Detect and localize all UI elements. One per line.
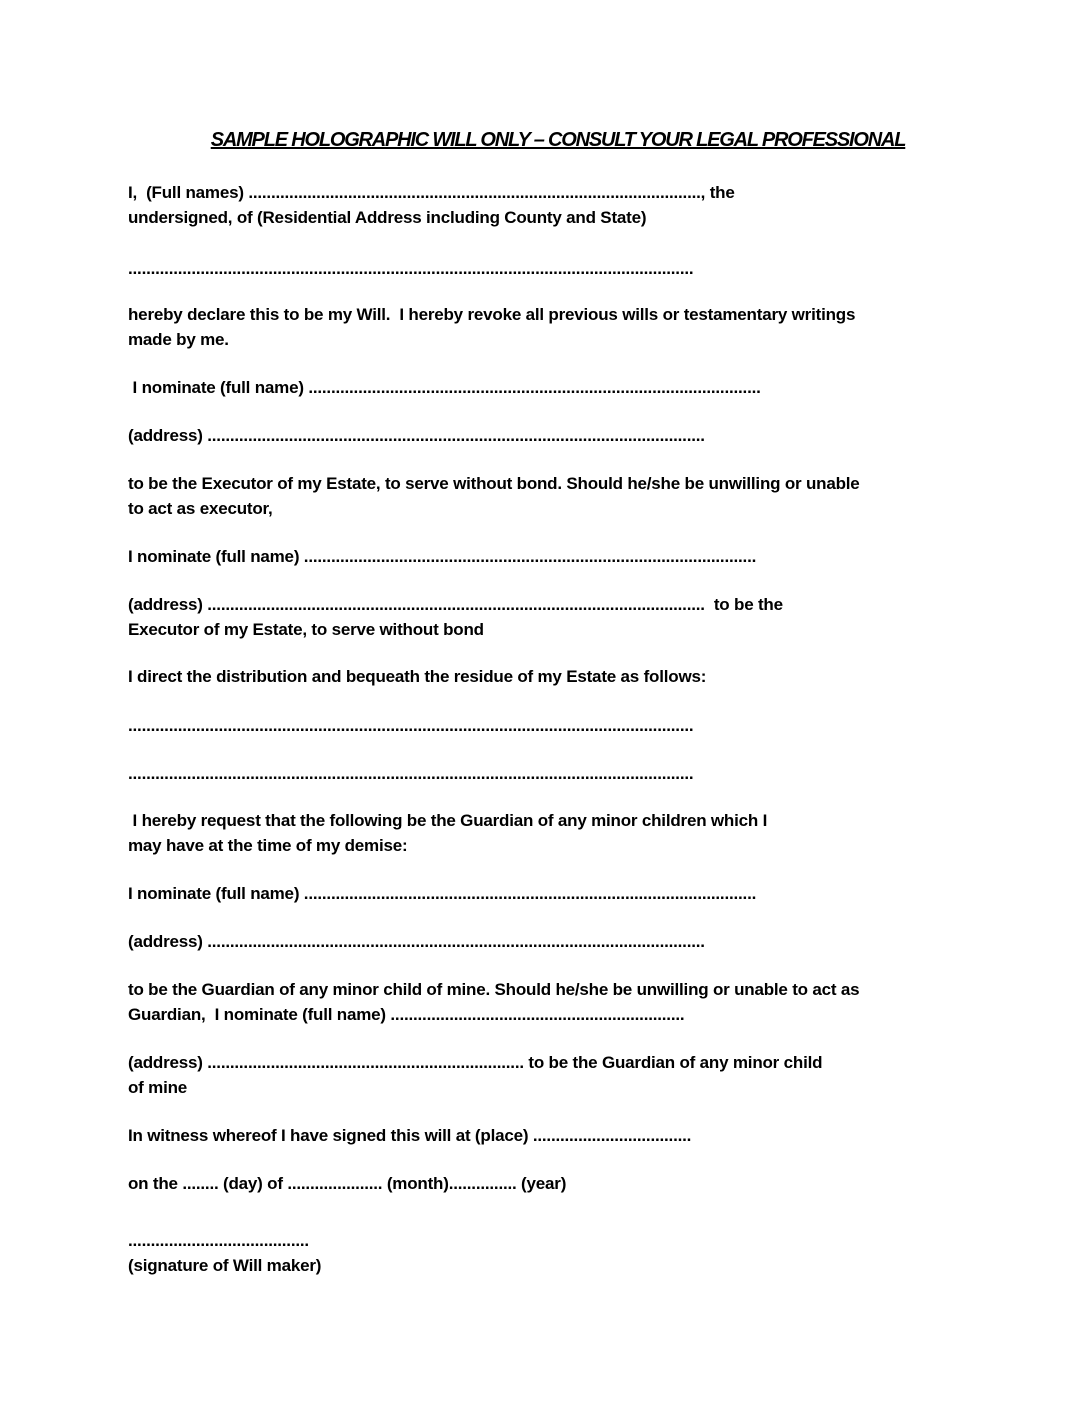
executor-2-nominate-line: I nominate (full name) ....................................................................................................	[128, 547, 757, 566]
executor-1-nominate	[128, 375, 988, 400]
guardian-2-address	[128, 1050, 988, 1100]
document-title: SAMPLE HOLOGRAPHIC WILL ONLY – CONSULT YOUR LEGAL PROFESSIONAL	[210, 129, 906, 151]
intro-line-2: undersigned, of (Residential Address including County and State)	[128, 208, 647, 227]
executor-1-nominate-line: I nominate (full name) ....................................................................................................	[128, 378, 761, 397]
executor-clause-line-1: to be the Executor of my Estate, to serve without bond. Should he/she be unwilling or unable	[128, 474, 860, 493]
executor-clause-line-2: to act as executor,	[128, 499, 273, 518]
guardian-1-nominate-line: I nominate (full name) ....................................................................................................	[128, 884, 757, 903]
guardian-request-line-1: I hereby request that the following be the Guardian of any minor children which I	[128, 811, 768, 830]
guardian-request-paragraph	[128, 808, 988, 858]
distribution-heading-line: I direct the distribution and bequeath the residue of my Estate as follows:	[128, 667, 707, 686]
distribution-heading	[128, 664, 988, 689]
distribution-blank-1	[128, 713, 988, 738]
executor-clause-paragraph	[128, 471, 988, 521]
guardian-1-address	[128, 929, 988, 954]
guardian-1-nominate	[128, 881, 988, 906]
executor-2-nominate	[128, 544, 988, 569]
guardian-clause-line-1: to be the Guardian of any minor child of mine. Should he/she be unwilling or unable to act as	[128, 980, 860, 999]
executor-2-address	[128, 592, 988, 642]
signature-dots-line: ........................................	[128, 1231, 309, 1250]
guardian-clause-line-2: Guardian, I nominate (full name) .................................................................	[128, 1005, 685, 1024]
distribution-blank-line-1: .............................................................................................................................	[128, 716, 694, 735]
intro-line-1: I, (Full names) ...................................................................................................., the	[128, 183, 735, 202]
executor-1-address-line: (address) ..............................................................................................................	[128, 426, 705, 445]
executor-2-address-line-2: Executor of my Estate, to serve without bond	[128, 620, 484, 639]
executor-2-address-line-1: (address) .............................................................................................................. to be the	[128, 595, 783, 614]
date-line: on the ........ (day) of ..................... (month)............... (year)	[128, 1174, 567, 1193]
guardian-request-line-2: may have at the time of my demise:	[128, 836, 408, 855]
address-blank-line: .............................................................................................................................	[128, 259, 694, 278]
guardian-2-address-line-1: (address) ...................................................................... to be the Guardian of any minor child	[128, 1053, 823, 1072]
guardian-2-address-line-2: of mine	[128, 1078, 188, 1097]
guardian-1-address-line: (address) ..............................................................................................................	[128, 932, 705, 951]
declaration-paragraph	[128, 302, 988, 352]
intro-paragraph	[128, 180, 988, 230]
date-paragraph	[128, 1171, 988, 1196]
witness-place-paragraph	[128, 1123, 988, 1148]
signature-block	[128, 1228, 988, 1278]
distribution-blank-2	[128, 761, 988, 786]
witness-place-line: In witness whereof I have signed this will at (place) ...................................	[128, 1126, 692, 1145]
declaration-line-2: made by me.	[128, 330, 229, 349]
signature-label: (signature of Will maker)	[128, 1256, 322, 1275]
distribution-blank-line-2: .............................................................................................................................	[128, 764, 694, 783]
declaration-line-1: hereby declare this to be my Will. I hereby revoke all previous wills or testamentary writings	[128, 305, 856, 324]
guardian-clause-paragraph	[128, 977, 988, 1027]
executor-1-address	[128, 423, 988, 448]
residential-address-blank	[128, 256, 988, 281]
